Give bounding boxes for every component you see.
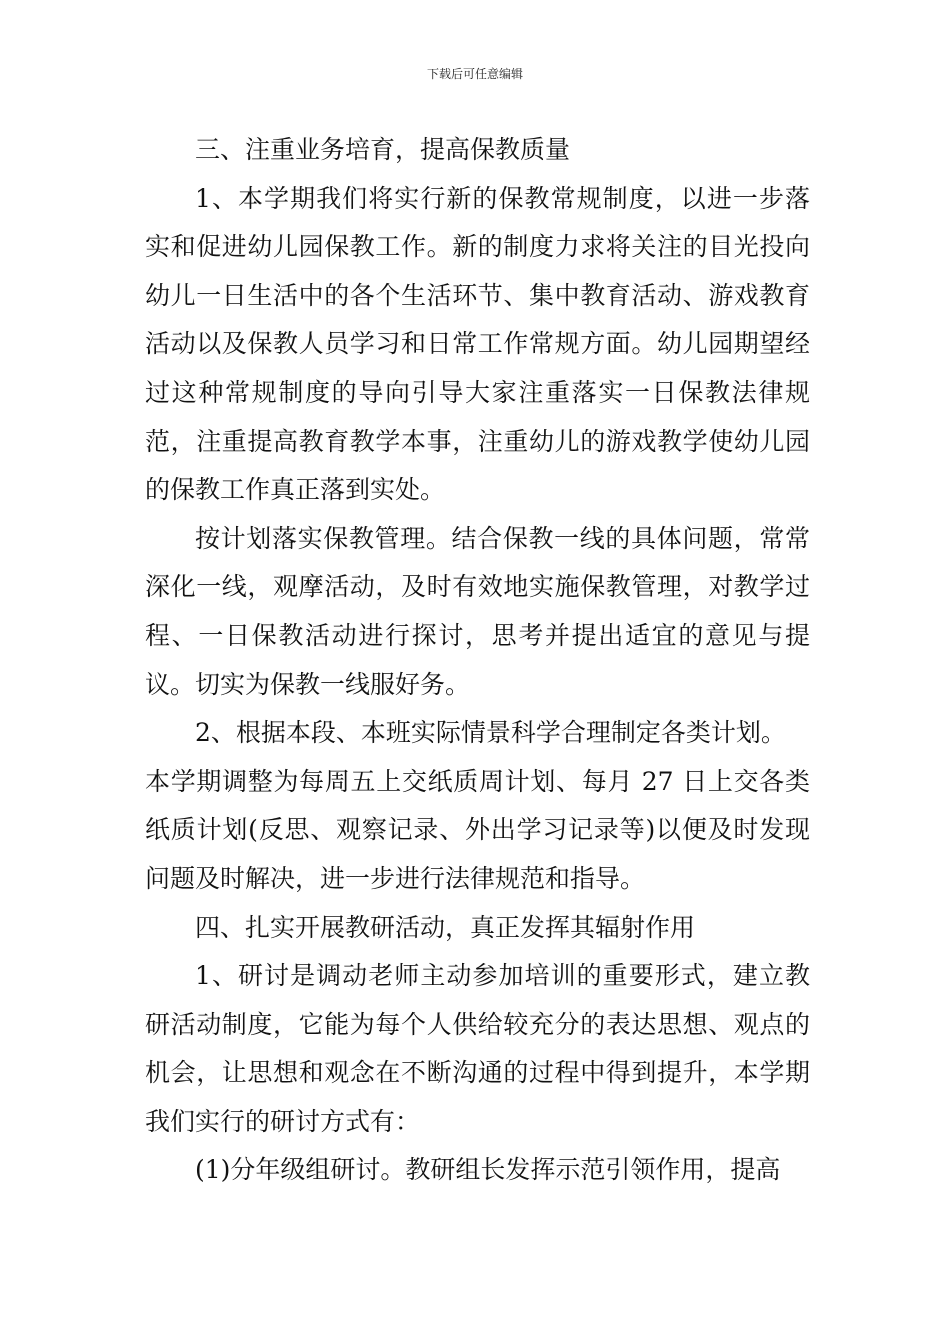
paragraph-class-plans: 2、根据本段、本班实际情景科学合理制定各类计划。 bbox=[195, 718, 786, 748]
paragraph-grade-research: (1)分年级组研讨。教研组长发挥示范引领作用，提高 bbox=[195, 1155, 781, 1185]
document-body bbox=[145, 126, 810, 1195]
page-header-note: 下载后可任意编辑 bbox=[426, 67, 523, 81]
section-heading-4: 四、扎实开展教研活动，真正发挥其辐射作用 bbox=[195, 912, 696, 942]
paragraph-research-forms: 1、研讨是调动老师主动参加培训的重要形式，建立教研活动制度，它能为每个人供给较充分的表达思想、观点的机会，让思想和观念在不断沟通的过程中得到提升，本学期我们实行的研讨方式有： bbox=[145, 961, 810, 1136]
paragraph-routine-system: 1、本学期我们将实行新的保教常规制度，以进一步落实和促进幼儿园保教工作。新的制度力求将关注的目光投向幼儿一日生活中的各个生活环节、集中教育活动、游戏教育活动以及保教人员学习和日常工作常规方面。幼儿园期望经过这种常规制度的导向引导大家注重落实一日保教法律规范，注重提高教育教学本事，注重幼儿的游戏教学使幼儿园的保教工作真正落到实处。 bbox=[145, 183, 810, 505]
section-heading-3: 三、注重业务培育，提高保教质量 bbox=[195, 135, 571, 164]
paragraph-plan-management: 按计划落实保教管理。结合保教一线的具体问题，常常深化一线，观摩活动，及时有效地实施保教管理，对教学过程、一日保教活动进行探讨，思考并提出适宜的意见与提议。切实为保教一线服好务。 bbox=[145, 523, 810, 699]
paragraph-weekly-plans: 本学期调整为每周五上交纸质周计划、每月 27 日上交各类纸质计划(反思、观察记录、外出学习记录等)以便及时发现问题及时解决，进一步进行法律规范和指导。 bbox=[145, 766, 810, 893]
